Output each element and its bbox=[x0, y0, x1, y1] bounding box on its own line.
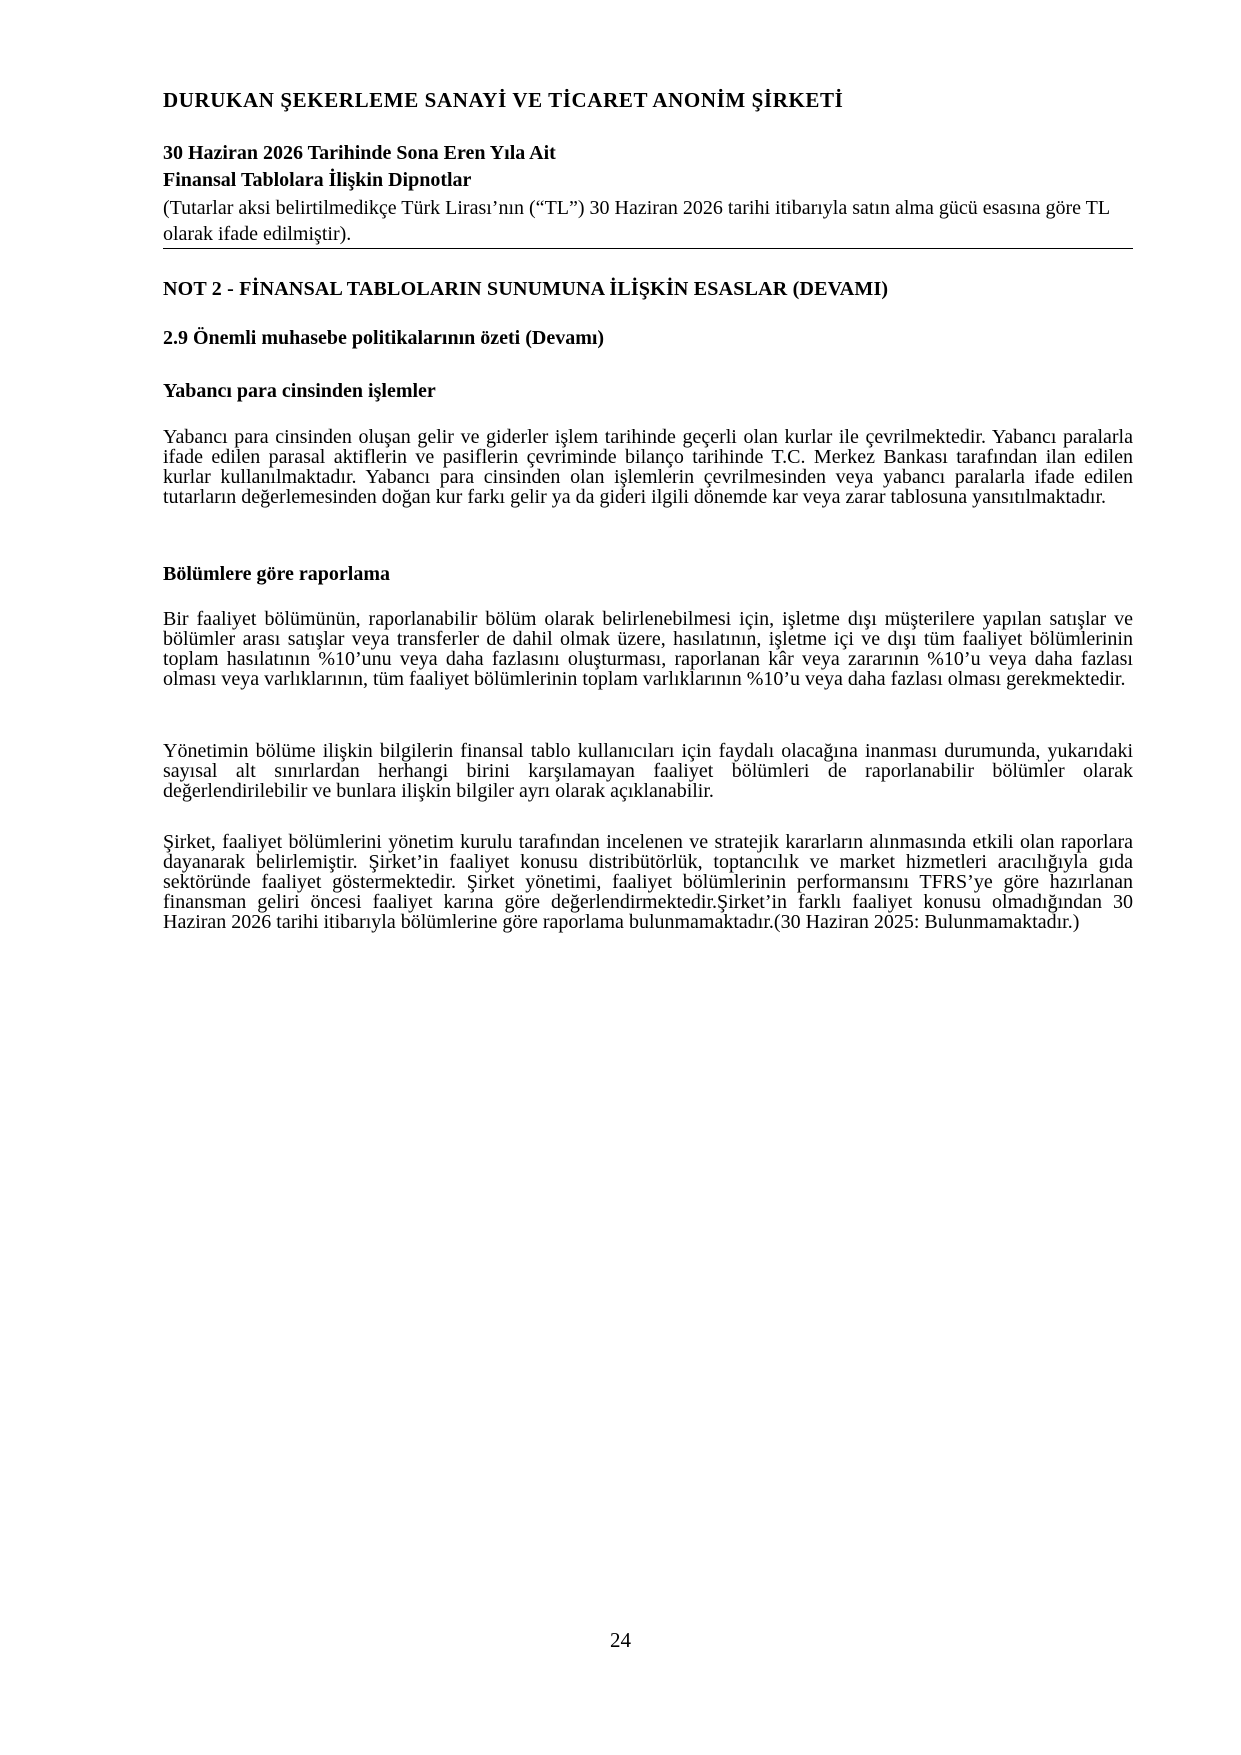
foreign-currency-heading: Yabancı para cinsinden işlemler bbox=[163, 380, 436, 402]
company-name: DURUKAN ŞEKERLEME SANAYİ VE TİCARET ANONİM ŞİRKETİ bbox=[163, 88, 844, 112]
segment-paragraph-1: Bir faaliyet bölümünün, raporlanabilir bölüm olarak belirlenebilmesi için, işletme dışı müşterilere yapılan satışlar ve bölümler arası satışlar veya transferler de dahil olmak üzere, hasılatının, işletme içi ve dışı tüm faaliyet bölümlerinin toplam hasılatının %10’unu veya daha fazlasını oluşturması, raporlanan kâr veya zararının %10’u veya daha fazlası olması veya varlıklarının, tüm faaliyet bölümlerinin toplam varlıklarının %10’u veya daha fazlası olması gerekmektedir. bbox=[163, 608, 1133, 690]
section-subtitle: 2.9 Önemli muhasebe politikalarının özeti (Devamı) bbox=[163, 327, 605, 349]
currency-note: (Tutarlar aksi belirtilmedikçe Türk Lirası’nın (“TL”) 30 Haziran 2026 tarihi itibarıyla satın alma gücü esasına göre TL olarak ifade edilmiştir). bbox=[163, 197, 1110, 245]
document-title: Finansal Tablolara İlişkin Dipnotlar bbox=[163, 169, 472, 191]
section-title: NOT 2 - FİNANSAL TABLOLARIN SUNUMUNA İLİŞKİN ESASLAR (DEVAMI) bbox=[163, 278, 889, 300]
foreign-currency-paragraph: Yabancı para cinsinden oluşan gelir ve giderler işlem tarihinde geçerli olan kurlar ile çevrilmektedir. Yabancı paralarla ifade edilen parasal aktiflerin ve pasiflerin çevriminde bilanço tarihinde T.C. Merkez Bankası tarafından ilan edilen kurlar kullanılmaktadır. Yabancı para cinsinden olan işlemlerin çevrilmesinden veya yabancı paralarla ifade edilen tutarların değerlemesinden doğan kur farkı gelir ya da gideri ilgili dönemde kar veya zarar tablosuna yansıtılmaktadır. bbox=[163, 426, 1133, 508]
segment-reporting-heading: Bölümlere göre raporlama bbox=[163, 563, 390, 585]
segment-paragraph-3: Şirket, faaliyet bölümlerini yönetim kurulu tarafından incelenen ve stratejik kararların alınmasında etkili olan raporlara dayanarak belirlemiştir. Şirket’in faaliyet konusu distribütörlük, toptancılık ve market hizmetleri aracılığıyla gıda sektöründe faaliyet göstermektedir. Şirket yönetimi, faaliyet bölümlerinin performansını TFRS’ye göre hazırlanan finansman geliri öncesi faaliyet karına göre değerlendirmektedir.Şirket’in farklı faaliyet konusu olmadığından 30 Haziran 2026 tarihi itibarıyla bölümlerine göre raporlama bulunmamaktadır.(30 Haziran 2025: Bulunmamaktadır.) bbox=[163, 831, 1133, 933]
page-number: 24 bbox=[610, 1628, 631, 1652]
segment-paragraph-2: Yönetimin bölüme ilişkin bilgilerin finansal tablo kullanıcıları için faydalı olacağına inanması durumunda, yukarıdaki sayısal alt sınırlardan herhangi birini karşılamayan faaliyet bölümleri de raporlanabilir bölümler olarak değerlendirilebilir ve bunlara ilişkin bilgiler ayrı olarak açıklanabilir. bbox=[163, 740, 1133, 802]
header-divider bbox=[163, 248, 1133, 249]
report-period: 30 Haziran 2026 Tarihinde Sona Eren Yıla Ait bbox=[163, 142, 556, 164]
